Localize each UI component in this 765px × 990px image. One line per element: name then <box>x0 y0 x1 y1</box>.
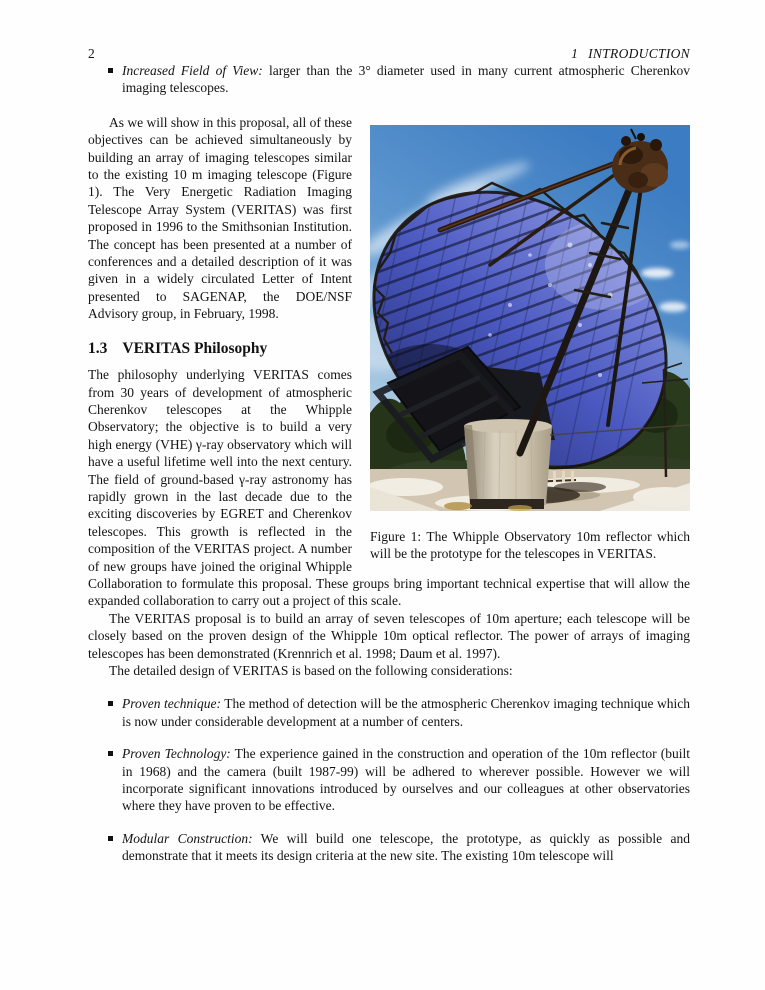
bullet-lead: Proven Technology: <box>122 746 231 762</box>
considerations-list <box>88 695 690 864</box>
bullet-square-icon <box>108 751 113 756</box>
list-item <box>88 830 690 865</box>
body-text <box>88 114 690 865</box>
bullet-text: The experience gained in the construction and operation of the 10m reflector (built in 1968) and the camera (built 1987-99) will be adhered to wherever possible. However we will incorporate significant innovations introduced by ourselves and our colleagues at other observatories where they have proven to be effective. <box>122 746 690 814</box>
figure-caption <box>360 528 690 563</box>
page-header <box>88 46 690 62</box>
paragraph-proposal-overview: As we will show in this proposal, all of these objectives can be achieved simultaneously by building an array of imaging telescopes similar to the existing 10 m imaging telescope (Figure 1). The Very Energetic Radiation Imaging Telescope Array System (VERITAS) was first proposed in 1996 to the Smithsonian Institution. The concept has been presented at a number of conferences and a detailed description of it was given in a widely circulated Letter of Intent presented to SAGENAP, the DOE/NSF Advisory group, in February, 1998. <box>88 114 352 322</box>
page-number: 2 <box>88 46 95 61</box>
bullet-lead: Proven technique: <box>122 696 221 712</box>
bullet-text: We will build one telescope, the prototype, as quickly as possible and demonstrate that it meets its design criteria at the new site. The existing 10m telescope will <box>122 830 690 864</box>
bullet-square-icon <box>108 836 113 841</box>
bullet-square-icon <box>108 68 113 73</box>
bullet-lead: Increased Field of View: <box>122 63 263 78</box>
objectives-list <box>88 62 690 97</box>
bullet-text: larger than the 3° diameter used in many current atmospheric Cherenkov imaging telescopes. <box>122 63 691 96</box>
running-head-section-number: 1 <box>571 46 579 61</box>
paragraph-considerations-intro: The detailed design of VERITAS is based on the following considerations: <box>109 663 513 678</box>
list-item <box>88 745 690 815</box>
list-item <box>88 62 690 97</box>
bullet-square-icon <box>108 701 113 706</box>
running-head <box>571 46 690 62</box>
section-title: VERITAS Philosophy <box>122 339 268 357</box>
running-head-title: INTRODUCTION <box>588 46 690 61</box>
bullet-lead: Modular Construction: <box>122 830 253 846</box>
bullet-text: The method of detection will be the atmospheric Cherenkov imaging technique which is now under considerable development at a number of centers. <box>122 696 690 729</box>
list-item <box>88 695 690 730</box>
paragraph-philosophy: The philosophy underlying VERITAS comes from 30 years of development of atmospheric Cherenkov telescopes at the Whipple Observatory; the objective is to build a very high energy (VHE) γ-ray observatory which will have a useful lifetime well into the next century. The field of ground-based γ-ray astronomy has rapidly grown in the last decade due to the exciting discoveries by EGRET and Cherenkov telescopes. This growth is reflected in the composition of the VERITAS project. A number of new groups have joined the original Whipple Collaboration to formulate this proposal. These groups bring important technical expertise that will allow the expanded collaboration to carry out a project of this scale. <box>88 367 690 609</box>
figure-1 <box>360 125 690 563</box>
section-number: 1.3 <box>88 339 108 357</box>
page-content <box>88 46 690 880</box>
figure-caption-text: The Whipple Observatory 10m reflector which will be the prototype for the telescopes in VERITAS. <box>370 528 691 562</box>
figure-caption-label: Figure 1: <box>370 528 422 544</box>
whipple-telescope-photo <box>370 125 690 511</box>
paragraph-array-proposal: The VERITAS proposal is to build an array of seven telescopes of 10m aperture; each telescope will be closely based on the proven design of the Whipple 10m optical reflector. The power of arrays of imaging telescopes has been demonstrated (Krennrich et al. 1998; Daum et al. 1997). <box>88 610 690 661</box>
